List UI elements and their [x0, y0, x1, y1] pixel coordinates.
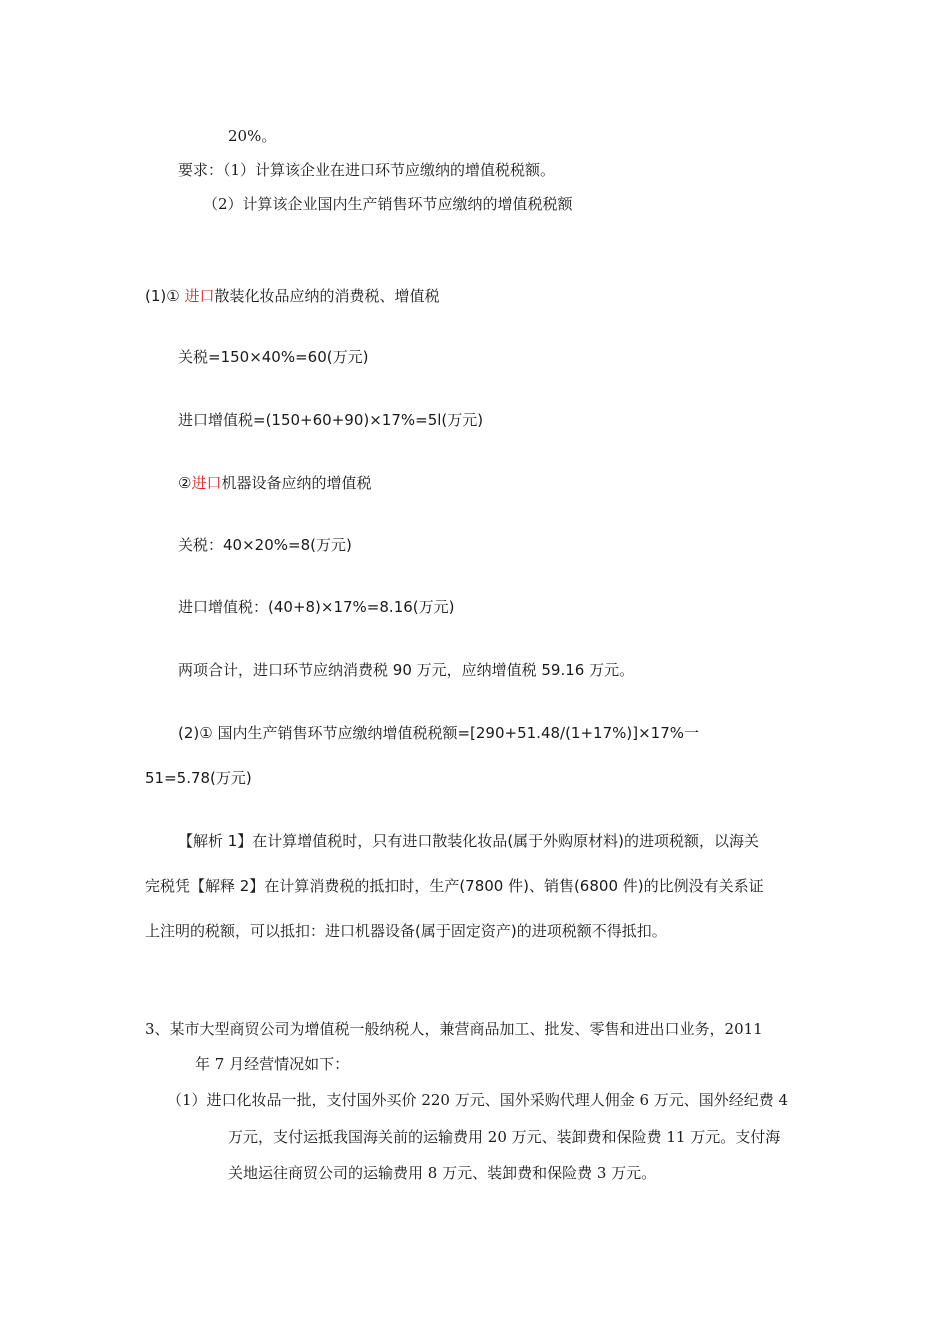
- calc-total: 两项合计，进口环节应纳消费税 90 万元，应纳增值税 59.16 万元。: [178, 661, 635, 679]
- question-3-line-2: 年 7 月经营情况如下：: [195, 1055, 350, 1073]
- question-3-item-1: （1）进口化妆品一批，支付国外买价 220 万元、国外采购代理人佣金 6 万元、国外经纪费 4: [167, 1091, 789, 1109]
- calc-domestic-vat: (2)① 国内生产销售环节应缴纳增值税税额=[290+51.48/(1+17%)]×17%一: [178, 724, 699, 742]
- text-line: 20%。: [228, 127, 277, 145]
- answer-heading-text: 散装化妆品应纳的消费税、增值税: [214, 287, 440, 305]
- question-3-line-1: 3、某市大型商贸公司为增值税一般纳税人，兼营商品加工、批发、零售和进出口业务，2011: [145, 1020, 763, 1038]
- highlight-import: 进口: [191, 474, 222, 492]
- analysis-line-1: 【解析 1】在计算增值税时，只有进口散装化妆品(属于外购原材料)的进项税额，以海关: [178, 832, 760, 850]
- calc-vat-2: 进口增值税：(40+8)×17%=8.16(万元): [178, 598, 455, 616]
- answer-number: (1)①: [145, 287, 185, 305]
- analysis-line-3: 上注明的税额，可以抵扣：进口机器设备(属于固定资产)的进项税额不得抵扣。: [145, 922, 667, 940]
- analysis-line-2: 完税凭【解释 2】在计算消费税的抵扣时，生产(7800 件)、销售(6800 件)的比例没有关系证: [145, 877, 764, 895]
- calc-vat-1: 进口增值税=(150+60+90)×17%=5l(万元): [178, 411, 484, 429]
- calc-tariff-2: 关税：40×20%=8(万元): [178, 536, 352, 554]
- calc-domestic-vat-result: 51=5.78(万元): [145, 769, 252, 787]
- requirement-line-1: 要求：（1）计算该企业在进口环节应缴纳的增值税税额。: [178, 161, 556, 179]
- highlight-import: 进口: [184, 287, 215, 305]
- answer-heading-1: [145, 286, 440, 306]
- answer-number: ②: [178, 474, 192, 492]
- requirement-line-2: （2）计算该企业国内生产销售环节应缴纳的增值税税额: [203, 195, 573, 213]
- answer-heading-2: [178, 473, 371, 493]
- answer-heading-text: 机器设备应纳的增值税: [221, 474, 372, 492]
- question-3-item-1-cont2: 关地运往商贸公司的运输费用 8 万元、装卸费和保险费 3 万元。: [228, 1164, 657, 1182]
- calc-tariff-1: 关税=150×40%=60(万元): [178, 348, 369, 366]
- question-3-item-1-cont: 万元，支付运抵我国海关前的运输费用 20 万元、装卸费和保险费 11 万元。支付海: [228, 1128, 781, 1146]
